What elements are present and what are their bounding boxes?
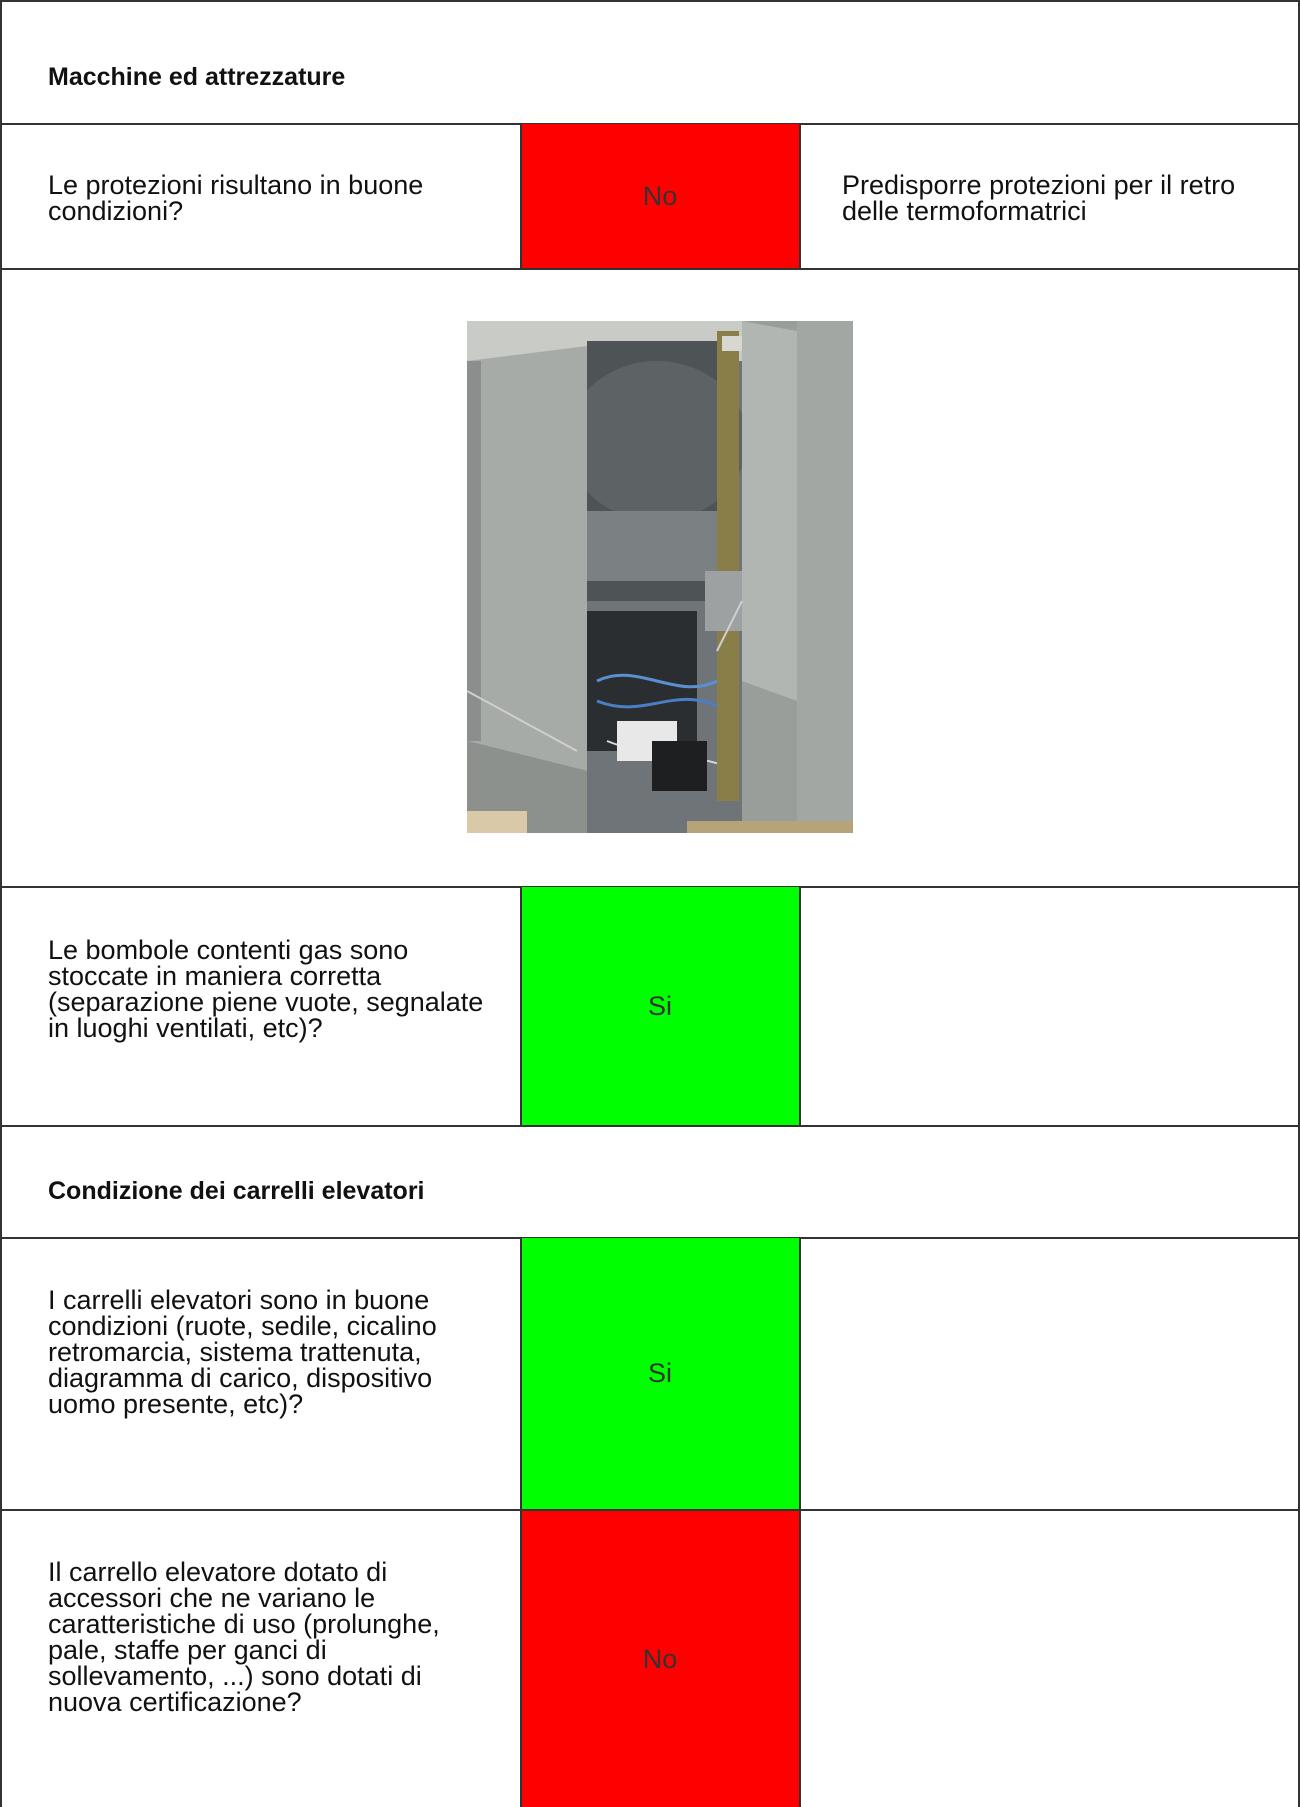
answer-label: Si: [647, 1358, 672, 1388]
section-title-machines: Macchine ed attrezzature: [48, 63, 346, 91]
machine-photo: [467, 321, 853, 833]
column-divider: [520, 1238, 522, 1509]
question-text: I carrelli elevatori sono in buone condizioni (ruote, sedile, cicalino retromarcia, sistema trattenuta, diagramma di carico, dispositivo uomo presente, etc)?: [48, 1285, 437, 1419]
column-divider: [520, 1511, 522, 1807]
question-text: Le bombole contenti gas sono stoccate in maniera corretta (separazione piene vuote, segnalate in luoghi ventilati, etc)?: [48, 935, 484, 1043]
answer-cell-si: [521, 1238, 799, 1509]
section-title-forklifts: Condizione dei carrelli elevatori: [48, 1177, 425, 1205]
answer-label: Si: [647, 990, 672, 1021]
thermoformer-rear-photo-image: [467, 321, 853, 833]
question-text: Il carrello elevatore dotato di accessori che ne variano le caratteristiche di uso (prolunghe, pale, staffe per ganci di sollevamento, ...) sono dotati di nuova certificazione?: [48, 1557, 440, 1717]
table-border-left: [0, 0, 2, 1807]
action-note: Predisporre protezioni per il retro delle termoformatrici: [842, 170, 1236, 226]
answer-cell-si: [521, 887, 799, 1125]
column-divider: [799, 124, 801, 269]
answer-cell-no: [521, 124, 799, 269]
column-divider: [799, 1238, 801, 1509]
column-divider: [520, 124, 522, 269]
table-border-top: [0, 0, 1300, 2]
answer-cell-no: [521, 1511, 799, 1807]
column-divider: [799, 1511, 801, 1807]
row-divider: [0, 268, 1300, 270]
column-divider: [520, 887, 522, 1125]
column-divider: [799, 887, 801, 1125]
question-text: Le protezioni risultano in buone condizioni?: [48, 170, 424, 226]
answer-label: No: [642, 1643, 678, 1674]
answer-label: No: [642, 181, 678, 211]
row-divider: [0, 1125, 1300, 1127]
